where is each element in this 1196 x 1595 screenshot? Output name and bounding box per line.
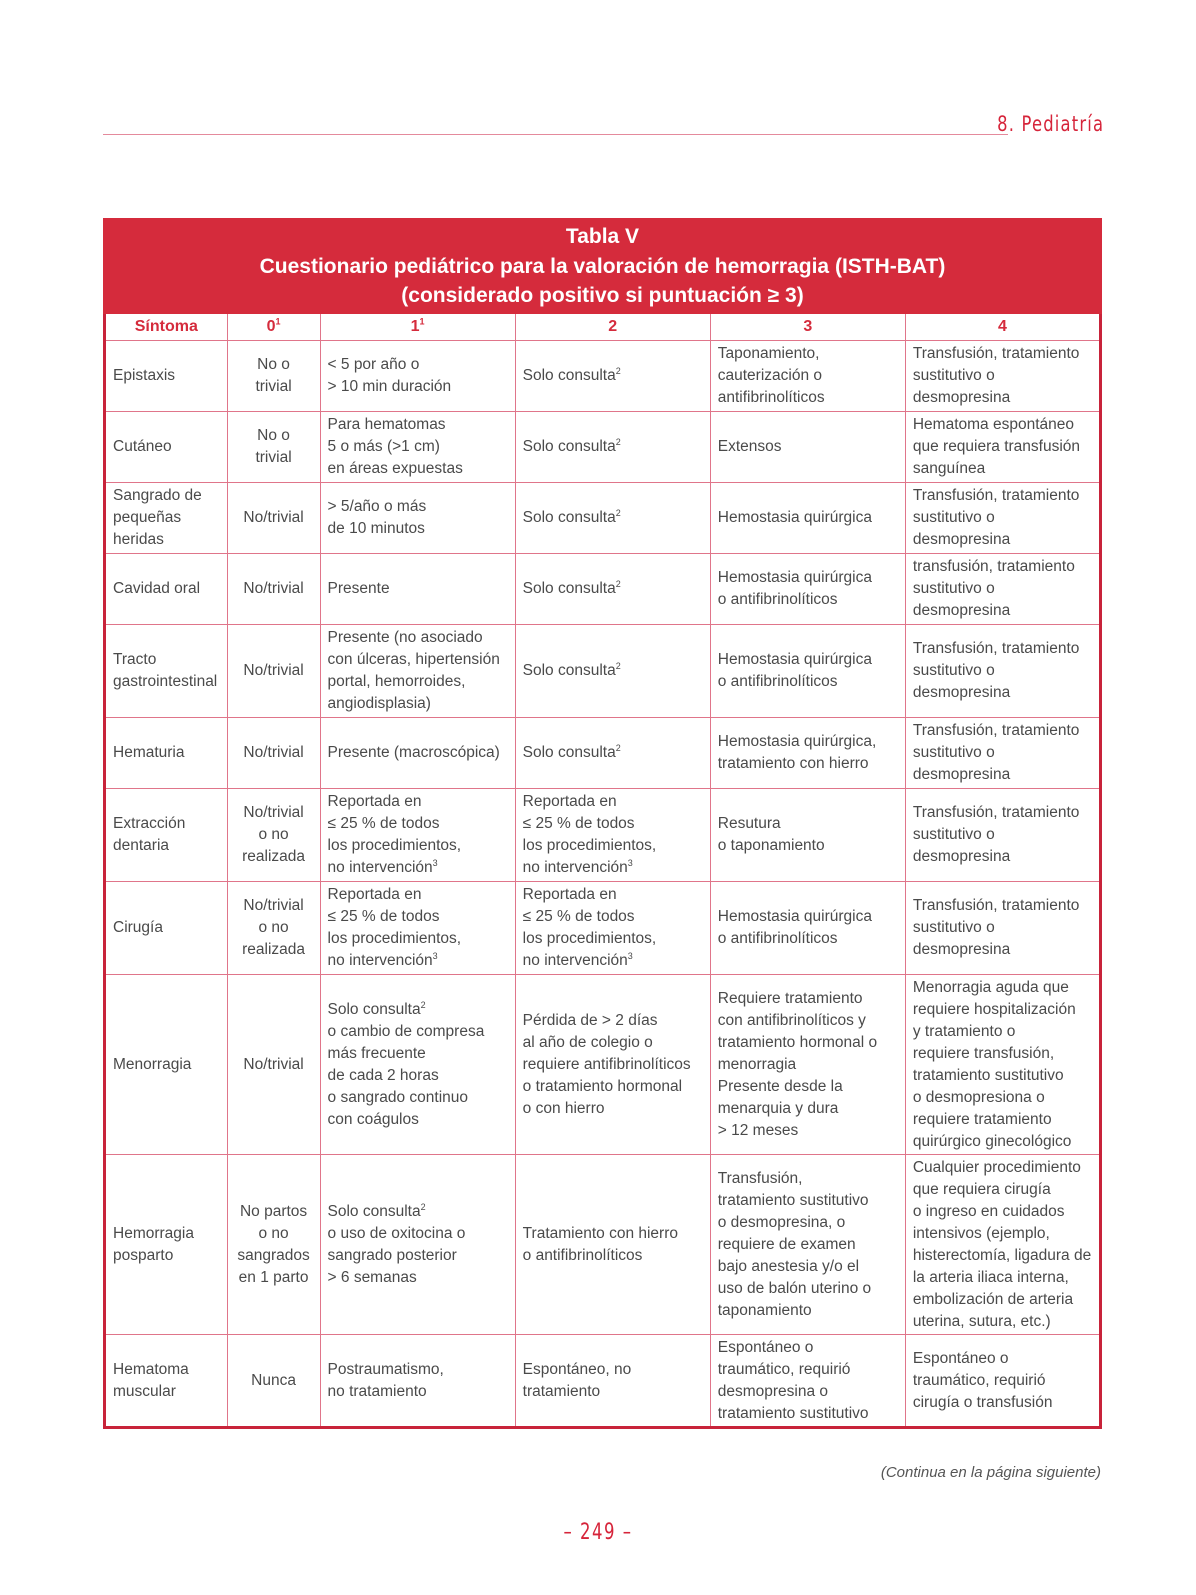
score-4-cell bbox=[905, 975, 1100, 1155]
cell-text-line: no tratamiento bbox=[327, 1382, 427, 1400]
cell-text-line: < 5 por año o bbox=[327, 356, 420, 373]
table-header-row bbox=[105, 314, 1101, 341]
cell-text-line: o taponamiento bbox=[717, 837, 825, 854]
cell-text-line: desmopresina bbox=[912, 389, 1011, 406]
cell-text-line: no intervención$^3$ bbox=[327, 857, 438, 876]
cell-text-line: No/trivial bbox=[243, 897, 304, 914]
score-2-cell bbox=[515, 718, 710, 789]
cell-text-line: Cutáneo bbox=[113, 438, 172, 455]
score-0-cell bbox=[227, 975, 320, 1155]
cell-text-line: o desmopresina, o bbox=[717, 1213, 846, 1231]
cell-text-line: de 10 minutos bbox=[327, 520, 425, 537]
cell-text-line: > 6 semanas bbox=[327, 1268, 417, 1286]
cell-text-line: Menorragia bbox=[113, 1055, 192, 1073]
score-1-cell bbox=[320, 1155, 515, 1335]
cell-text-line: requiere transfusión, bbox=[912, 1044, 1055, 1062]
cell-text-line: dentaria bbox=[113, 837, 170, 854]
score-0-cell bbox=[227, 483, 320, 554]
column-header-label: 2 bbox=[608, 318, 618, 335]
cell-text-line: quirúrgico ginecológico bbox=[912, 1132, 1072, 1150]
symptom-cell bbox=[105, 625, 228, 718]
score-3-cell bbox=[710, 554, 905, 625]
cell-text-line: muscular bbox=[113, 1382, 176, 1400]
cell-text-line: desmopresina bbox=[912, 941, 1011, 958]
cell-text-line: traumático, requirió bbox=[717, 1360, 851, 1378]
score-0-cell bbox=[227, 1335, 320, 1428]
symptom-cell bbox=[105, 882, 228, 975]
cell-text-line: desmopresina o bbox=[717, 1382, 829, 1400]
cell-text-line: ≤ 25 % de todos bbox=[522, 815, 635, 832]
cell-text-line: trivial bbox=[255, 449, 292, 466]
table-row bbox=[105, 1155, 1101, 1335]
column-header-label: 4 bbox=[997, 318, 1007, 335]
cell-text-line: pequeñas bbox=[113, 509, 182, 526]
column-header-score-2 bbox=[515, 314, 710, 341]
cell-text-line: sustitutivo o bbox=[912, 509, 995, 526]
cell-text-line: realizada bbox=[242, 848, 305, 865]
score-3-cell bbox=[710, 483, 905, 554]
cell-text-line: tratamiento sustitutivo bbox=[912, 1066, 1064, 1084]
cell-text-line: No/trivial bbox=[243, 662, 304, 679]
cell-text-line: o antifibrinolíticos bbox=[717, 591, 838, 608]
column-header-label: 1 bbox=[410, 318, 420, 335]
score-1-cell bbox=[320, 341, 515, 412]
cell-text-line: Para hematomas bbox=[327, 416, 446, 433]
score-2-cell bbox=[515, 625, 710, 718]
score-table bbox=[103, 314, 1102, 1429]
symptom-cell bbox=[105, 341, 228, 412]
cell-text-line: > 12 meses bbox=[717, 1121, 799, 1139]
score-4-cell bbox=[905, 554, 1100, 625]
column-header-symptom bbox=[105, 314, 228, 341]
cell-text-line: Resutura bbox=[717, 815, 781, 832]
score-2-cell bbox=[515, 412, 710, 483]
cell-text-line: los procedimientos, bbox=[327, 930, 462, 947]
table-row bbox=[105, 882, 1101, 975]
cell-text-line: Transfusión, tratamiento bbox=[912, 345, 1080, 362]
score-4-cell bbox=[905, 789, 1100, 882]
table-row bbox=[105, 975, 1101, 1155]
cell-text-line: Cirugía bbox=[113, 919, 163, 936]
cell-text-line: o cambio de compresa bbox=[327, 1022, 485, 1040]
score-4-cell bbox=[905, 1155, 1100, 1335]
score-2-cell bbox=[515, 341, 710, 412]
cell-text-line: no intervención$^3$ bbox=[327, 950, 438, 969]
cell-text-line: en áreas expuestas bbox=[327, 460, 463, 477]
score-4-cell bbox=[905, 718, 1100, 789]
score-4-cell bbox=[905, 341, 1100, 412]
cell-text-line: trivial bbox=[255, 378, 292, 395]
cell-text-line: Hemostasia quirúrgica bbox=[717, 569, 872, 586]
score-1-cell bbox=[320, 789, 515, 882]
cell-text-line: o antifibrinolíticos bbox=[717, 930, 838, 947]
cell-text-line: tratamiento hormonal o bbox=[717, 1033, 878, 1051]
cell-text-line: Hemostasia quirúrgica, bbox=[717, 733, 877, 750]
cell-text-line: Hematuria bbox=[113, 744, 185, 761]
cell-text-line: Taponamiento, bbox=[717, 345, 820, 362]
cell-text-line: o con hierro bbox=[522, 1099, 605, 1117]
score-0-cell bbox=[227, 882, 320, 975]
cell-text-line: Hemostasia quirúrgica bbox=[717, 509, 872, 526]
cell-text-line: Menorragia aguda que bbox=[912, 978, 1069, 996]
score-2-cell bbox=[515, 882, 710, 975]
cell-text-line: Espontáneo o bbox=[717, 1338, 814, 1356]
footnote-marker: 1 bbox=[419, 316, 425, 327]
cell-text-line: posparto bbox=[113, 1246, 174, 1264]
cell-text-line: Presente bbox=[327, 580, 390, 597]
score-3-cell bbox=[710, 625, 905, 718]
score-0-cell bbox=[227, 1155, 320, 1335]
score-4-cell bbox=[905, 412, 1100, 483]
symptom-cell bbox=[105, 1335, 228, 1428]
cell-text-line: angiodisplasia) bbox=[327, 695, 431, 712]
table-row bbox=[105, 341, 1101, 412]
cell-text-line: requiere antifibrinolíticos bbox=[522, 1055, 691, 1073]
cell-text-line: tratamiento sustitutivo bbox=[717, 1404, 869, 1422]
score-2-cell bbox=[515, 1155, 710, 1335]
cell-text-line: Transfusión, tratamiento bbox=[912, 640, 1080, 657]
score-0-cell bbox=[227, 625, 320, 718]
cell-text-line: tratamiento sustitutivo bbox=[717, 1191, 869, 1209]
cell-text-line: 5 o más (>1 cm) bbox=[327, 438, 440, 455]
score-1-cell bbox=[320, 554, 515, 625]
cell-text-line: intensivos (ejemplo, bbox=[912, 1224, 1050, 1242]
cell-text-line: al año de colegio o bbox=[522, 1033, 653, 1051]
cell-text-line: Reportada en bbox=[522, 793, 617, 810]
cell-text-line: antifibrinolíticos bbox=[717, 389, 825, 406]
cell-text-line: ≤ 25 % de todos bbox=[327, 815, 440, 832]
cell-text-line: No/trivial bbox=[243, 509, 304, 526]
cell-text-line: Hematoma espontáneo bbox=[912, 416, 1074, 433]
cell-text-line: No/trivial bbox=[243, 804, 304, 821]
footnote-marker: 3 bbox=[432, 857, 438, 868]
cell-text-line: con coágulos bbox=[327, 1110, 419, 1128]
cell-text-line: no intervención$^3$ bbox=[522, 950, 633, 969]
cell-text-line: portal, hemorroides, bbox=[327, 673, 466, 690]
cell-text-line: Reportada en bbox=[327, 793, 422, 810]
cell-text-line: Postraumatismo, bbox=[327, 1360, 444, 1378]
cell-text-line: menorragia bbox=[717, 1055, 797, 1073]
cell-text-line: sustitutivo o bbox=[912, 826, 995, 843]
symptom-cell bbox=[105, 412, 228, 483]
score-1-cell bbox=[320, 975, 515, 1155]
cell-text-line: traumático, requirió bbox=[912, 1371, 1046, 1389]
column-header-label: Síntoma bbox=[134, 318, 198, 335]
cell-text-line: No o bbox=[257, 356, 290, 373]
cell-text-line: gastrointestinal bbox=[113, 673, 218, 690]
cell-text-line: requiere hospitalización bbox=[912, 1000, 1076, 1018]
score-3-cell bbox=[710, 789, 905, 882]
score-1-cell bbox=[320, 1335, 515, 1428]
score-0-cell bbox=[227, 412, 320, 483]
table-body bbox=[105, 341, 1101, 1428]
score-0-cell bbox=[227, 554, 320, 625]
cell-text-line: requiere de examen bbox=[717, 1235, 856, 1253]
cell-text-line: desmopresina bbox=[912, 848, 1011, 865]
cell-text-line: heridas bbox=[113, 531, 164, 548]
cell-text-line: los procedimientos, bbox=[327, 837, 462, 854]
cell-text-line: embolización de arteria bbox=[912, 1290, 1074, 1308]
page-number: – 249 – bbox=[563, 1520, 633, 1545]
score-1-cell bbox=[320, 625, 515, 718]
cell-text-line: Transfusión, tratamiento bbox=[912, 897, 1080, 914]
cell-text-line: en 1 parto bbox=[238, 1268, 309, 1286]
symptom-cell bbox=[105, 718, 228, 789]
cell-text-line: Solo consulta$^2$ bbox=[327, 1201, 426, 1220]
header-rule bbox=[103, 134, 1008, 135]
table-row bbox=[105, 412, 1101, 483]
chapter-heading: 8. Pediatría bbox=[997, 112, 1104, 136]
cell-text-line: más frecuente bbox=[327, 1044, 426, 1062]
cell-text-line: o antifibrinolíticos bbox=[717, 673, 838, 690]
table-criterion: (considerado positivo si puntuación ≥ 3) bbox=[401, 284, 804, 307]
continuation-note: (Continua en la página siguiente) bbox=[880, 1464, 1101, 1481]
score-1-cell bbox=[320, 483, 515, 554]
table-title: Tabla V bbox=[565, 225, 640, 248]
cell-text-line: Solo consulta$^2$ bbox=[522, 578, 621, 597]
cell-text-line: Presente (macroscópica) bbox=[327, 744, 500, 761]
column-header-score-3 bbox=[710, 314, 905, 341]
symptom-cell bbox=[105, 789, 228, 882]
footnote-marker: 2 bbox=[615, 660, 621, 671]
cell-text-line: No/trivial bbox=[243, 744, 304, 761]
footnote-marker: 2 bbox=[420, 999, 426, 1010]
cell-text-line: realizada bbox=[242, 941, 305, 958]
cell-text-line: Transfusión, tratamiento bbox=[912, 722, 1080, 739]
table-row bbox=[105, 789, 1101, 882]
cell-text-line: ≤ 25 % de todos bbox=[522, 908, 635, 925]
cell-text-line: Solo consulta$^2$ bbox=[522, 660, 621, 679]
cell-text-line: transfusión, tratamiento bbox=[912, 558, 1075, 575]
cell-text-line: Transfusión, bbox=[717, 1169, 803, 1187]
cell-text-line: cirugía o transfusión bbox=[912, 1393, 1053, 1411]
cell-text-line: con úlceras, hipertensión bbox=[327, 651, 500, 668]
cell-text-line: Transfusión, tratamiento bbox=[912, 804, 1080, 821]
score-1-cell bbox=[320, 718, 515, 789]
cell-text-line: o ingreso en cuidados bbox=[912, 1202, 1065, 1220]
cell-text-line: bajo anestesia y/o el bbox=[717, 1257, 860, 1275]
cell-text-line: > 10 min duración bbox=[327, 378, 452, 395]
table-row bbox=[105, 1335, 1101, 1428]
score-0-cell bbox=[227, 718, 320, 789]
cell-text-line: que requiera transfusión bbox=[912, 438, 1081, 455]
cell-text-line: taponamiento bbox=[717, 1301, 812, 1319]
cell-text-line: los procedimientos, bbox=[522, 930, 657, 947]
cell-text-line: que requiera cirugía bbox=[912, 1180, 1051, 1198]
score-2-cell bbox=[515, 554, 710, 625]
cell-text-line: sustitutivo o bbox=[912, 580, 995, 597]
cell-text-line: o sangrado continuo bbox=[327, 1088, 468, 1106]
cell-text-line: menarquia y dura bbox=[717, 1099, 839, 1117]
cell-text-line: sustitutivo o bbox=[912, 744, 995, 761]
cell-text-line: uso de balón uterino o bbox=[717, 1279, 872, 1297]
column-header-score-4 bbox=[905, 314, 1100, 341]
cell-text-line: sustitutivo o bbox=[912, 367, 995, 384]
cell-text-line: Solo consulta$^2$ bbox=[522, 742, 621, 761]
cell-text-line: Nunca bbox=[251, 1371, 296, 1389]
cell-text-line: tratamiento con hierro bbox=[717, 755, 869, 772]
table-row bbox=[105, 625, 1101, 718]
cell-text-line: tratamiento bbox=[522, 1382, 601, 1400]
score-2-cell bbox=[515, 483, 710, 554]
cell-text-line: o tratamiento hormonal bbox=[522, 1077, 683, 1095]
cell-text-line: sanguínea bbox=[912, 460, 986, 477]
cell-text-line: Pérdida de > 2 días bbox=[522, 1011, 658, 1029]
cell-text-line: Extracción bbox=[113, 815, 186, 832]
cell-text-line: desmopresina bbox=[912, 684, 1011, 701]
cell-text-line: Extensos bbox=[717, 438, 782, 455]
score-2-cell bbox=[515, 1335, 710, 1428]
table-row bbox=[105, 483, 1101, 554]
column-header-label: 3 bbox=[803, 318, 813, 335]
cell-text-line: o no bbox=[258, 826, 289, 843]
footnote-marker: 2 bbox=[615, 507, 621, 518]
symptom-cell bbox=[105, 483, 228, 554]
cell-text-line: requiere tratamiento bbox=[912, 1110, 1052, 1128]
cell-text-line: Solo consulta$^2$ bbox=[327, 999, 426, 1018]
score-4-cell bbox=[905, 625, 1100, 718]
score-4-cell bbox=[905, 483, 1100, 554]
cell-text-line: no intervención$^3$ bbox=[522, 857, 633, 876]
column-header-score-0 bbox=[227, 314, 320, 341]
cell-text-line: No partos bbox=[239, 1202, 308, 1220]
score-3-cell bbox=[710, 718, 905, 789]
footnote-marker: 3 bbox=[627, 857, 633, 868]
score-4-cell bbox=[905, 882, 1100, 975]
footnote-marker: 3 bbox=[432, 950, 438, 961]
column-header-score-1 bbox=[320, 314, 515, 341]
score-3-cell bbox=[710, 1155, 905, 1335]
score-3-cell bbox=[710, 412, 905, 483]
cell-text-line: Requiere tratamiento bbox=[717, 989, 863, 1007]
cell-text-line: Presente (no asociado bbox=[327, 629, 483, 646]
score-3-cell bbox=[710, 1335, 905, 1428]
cell-text-line: sangrados bbox=[237, 1246, 310, 1264]
cell-text-line: uterina, sutura, etc.) bbox=[912, 1312, 1051, 1330]
cell-text-line: Hemostasia quirúrgica bbox=[717, 651, 872, 668]
score-0-cell bbox=[227, 341, 320, 412]
cell-text-line: desmopresina bbox=[912, 602, 1011, 619]
score-2-cell bbox=[515, 975, 710, 1155]
cell-text-line: histerectomía, ligadura de bbox=[912, 1246, 1092, 1264]
isth-bat-table bbox=[103, 218, 1102, 1429]
table-row bbox=[105, 718, 1101, 789]
score-3-cell bbox=[710, 882, 905, 975]
cell-text-line: Solo consulta$^2$ bbox=[522, 507, 621, 526]
cell-text-line: Sangrado de bbox=[113, 487, 202, 504]
cell-text-line: Presente desde la bbox=[717, 1077, 843, 1095]
cell-text-line: la arteria iliaca interna, bbox=[912, 1268, 1069, 1286]
cell-text-line: Hematoma bbox=[113, 1360, 189, 1378]
table-subtitle: Cuestionario pediátrico para la valoración de hemorragia (ISTH-BAT) bbox=[259, 255, 946, 278]
score-4-cell bbox=[905, 1335, 1100, 1428]
cell-text-line: Reportada en bbox=[522, 886, 617, 903]
score-1-cell bbox=[320, 882, 515, 975]
symptom-cell bbox=[105, 554, 228, 625]
cell-text-line: > 5/año o más bbox=[327, 498, 427, 515]
cell-text-line: Epistaxis bbox=[113, 367, 176, 384]
cell-text-line: Solo consulta$^2$ bbox=[522, 365, 621, 384]
cell-text-line: Espontáneo, no bbox=[522, 1360, 632, 1378]
cell-text-line: con antifibrinolíticos y bbox=[717, 1011, 866, 1029]
cell-text-line: desmopresina bbox=[912, 531, 1011, 548]
cell-text-line: o no bbox=[258, 1224, 289, 1242]
footnote-marker: 2 bbox=[420, 1201, 426, 1212]
footnote-marker: 3 bbox=[627, 950, 633, 961]
cell-text-line: Tracto bbox=[113, 651, 157, 668]
symptom-cell bbox=[105, 975, 228, 1155]
cell-text-line: Tratamiento con hierro bbox=[522, 1224, 678, 1242]
cell-text-line: o desmopresiona o bbox=[912, 1088, 1045, 1106]
cell-text-line: Reportada en bbox=[327, 886, 422, 903]
cell-text-line: Hemostasia quirúrgica bbox=[717, 908, 872, 925]
footnote-marker: 1 bbox=[275, 316, 281, 327]
column-header-label: 0 bbox=[266, 318, 276, 335]
symptom-cell bbox=[105, 1155, 228, 1335]
cell-text-line: de cada 2 horas bbox=[327, 1066, 439, 1084]
table-title-block bbox=[103, 218, 1102, 314]
cell-text-line: Cavidad oral bbox=[113, 580, 201, 597]
score-3-cell bbox=[710, 975, 905, 1155]
cell-text-line: ≤ 25 % de todos bbox=[327, 908, 440, 925]
cell-text-line: o no bbox=[258, 919, 289, 936]
cell-text-line: Espontáneo o bbox=[912, 1349, 1009, 1367]
cell-text-line: Transfusión, tratamiento bbox=[912, 487, 1080, 504]
table-row bbox=[105, 554, 1101, 625]
cell-text-line: sustitutivo o bbox=[912, 662, 995, 679]
cell-text-line: sangrado posterior bbox=[327, 1246, 457, 1264]
cell-text-line: No/trivial bbox=[243, 580, 304, 597]
footnote-marker: 2 bbox=[615, 436, 621, 447]
score-2-cell bbox=[515, 789, 710, 882]
cell-text-line: sustitutivo o bbox=[912, 919, 995, 936]
cell-text-line: cauterización o bbox=[717, 367, 823, 384]
score-3-cell bbox=[710, 341, 905, 412]
cell-text-line: No o bbox=[257, 427, 290, 444]
cell-text-line: los procedimientos, bbox=[522, 837, 657, 854]
cell-text-line: Cualquier procedimiento bbox=[912, 1158, 1081, 1176]
cell-text-line: No/trivial bbox=[243, 1055, 304, 1073]
score-1-cell bbox=[320, 412, 515, 483]
footnote-marker: 2 bbox=[615, 742, 621, 753]
footnote-marker: 2 bbox=[615, 578, 621, 589]
cell-text-line: y tratamiento o bbox=[912, 1022, 1016, 1040]
cell-text-line: o antifibrinolíticos bbox=[522, 1246, 643, 1264]
cell-text-line: Hemorragia bbox=[113, 1224, 194, 1242]
cell-text-line: Solo consulta$^2$ bbox=[522, 436, 621, 455]
score-0-cell bbox=[227, 789, 320, 882]
cell-text-line: desmopresina bbox=[912, 766, 1011, 783]
footnote-marker: 2 bbox=[615, 365, 621, 376]
cell-text-line: o uso de oxitocina o bbox=[327, 1224, 466, 1242]
